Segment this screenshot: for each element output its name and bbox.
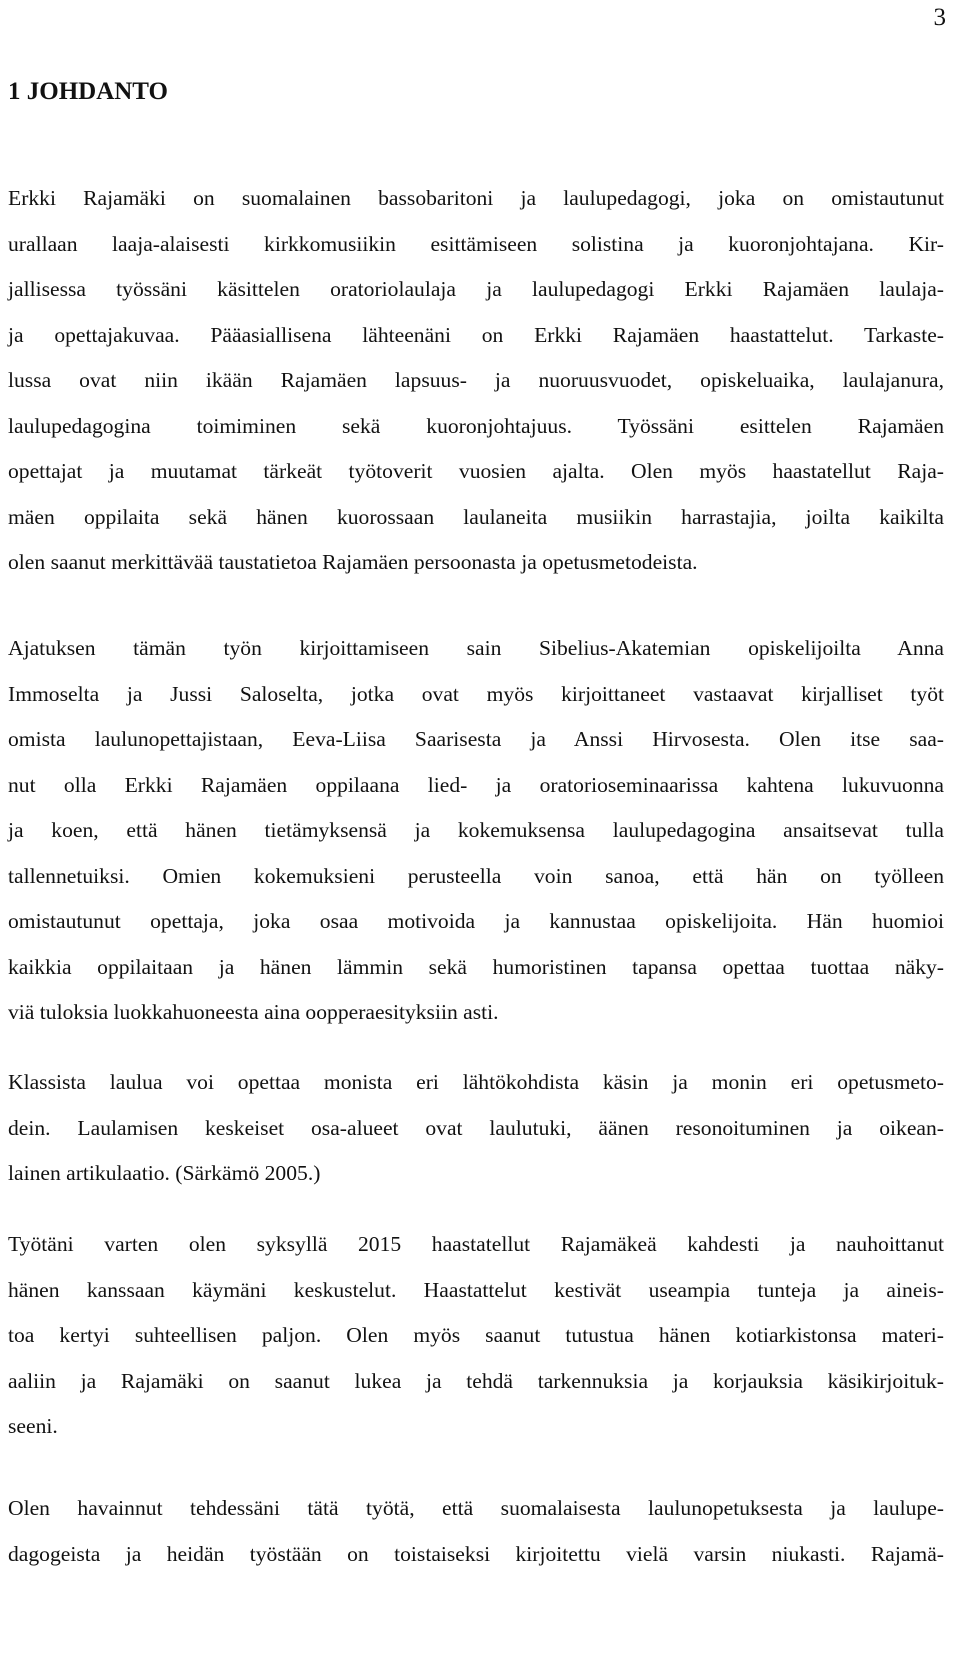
text-line: lainen artikulaatio. (Särkämö 2005.): [8, 1161, 321, 1185]
text-line: dein. Laulamisen keskeiset osa-alueet ovat laulutuki, äänen resonoituminen ja oikean-: [8, 1115, 944, 1140]
paragraph-3: [8, 1060, 944, 1197]
text-line: toa kertyi suhteellisen paljon. Olen myös saanut tutustua hänen kotiarkistonsa materi-: [8, 1323, 944, 1347]
paragraph-5: [8, 1486, 944, 1577]
text-line: omista laulunopettajistaan, Eeva-Liisa Saarisesta ja Anssi Hirvosesta. Olen itse saa-: [8, 727, 944, 751]
text-line: Erkki Rajamäki on suomalainen bassobaritoni ja laulupedagogi, joka on omistautunut: [8, 186, 944, 210]
text-line: mäen oppilaita sekä hänen kuorossaan laulaneita musiikin harrastajia, joilta kaikilta: [8, 504, 944, 529]
section-heading: 1 JOHDANTO: [8, 78, 168, 105]
text-line: Työtäni varten olen syksyllä 2015 haastatellut Rajamäkeä kahdesti ja nauhoittanut: [8, 1232, 944, 1256]
text-line: hänen kanssaan käymäni keskustelut. Haastattelut kestivät useampia tunteja ja aineis-: [8, 1277, 944, 1302]
page-number: 3: [933, 4, 946, 31]
text-line: Klassista laulua voi opettaa monista eri lähtökohdista käsin ja monin eri opetusmeto-: [8, 1070, 944, 1094]
text-line: omistautunut opettaja, joka osaa motivoida ja kannustaa opiskelijoita. Hän huomioi: [8, 909, 944, 933]
text-line: ja koen, että hänen tietämyksensä ja kokemuksensa laulupedagogina ansaitsevat tulla: [8, 818, 944, 842]
text-line: jallisessa työssäni käsittelen oratoriolaulaja ja laulupedagogi Erkki Rajamäen laulaja-: [8, 277, 944, 301]
text-line: Olen havainnut tehdessäni tätä työtä, että suomalaisesta laulunopetuksesta ja laulupe-: [8, 1496, 944, 1520]
text-line: kaikkia oppilaitaan ja hänen lämmin sekä humoristinen tapansa opettaa tuottaa näky-: [8, 954, 944, 979]
text-line: aaliin ja Rajamäki on saanut lukea ja tehdä tarkennuksia ja korjauksia käsikirjoituk-: [8, 1368, 944, 1393]
paragraph-2: [8, 626, 944, 1036]
text-line: viä tuloksia luokkahuoneesta aina oopperaesityksiin asti.: [8, 1000, 499, 1024]
text-line: nut olla Erkki Rajamäen oppilaana lied- ja oratorioseminaarissa kahtena lukuvuonna: [8, 772, 944, 797]
text-line: urallaan laaja-alaisesti kirkkomusiikin esittämiseen solistina ja kuoronjohtajana. Kir-: [8, 231, 944, 256]
text-line: laulupedagogina toimiminen sekä kuoronjohtajuus. Työssäni esittelen Rajamäen: [8, 413, 944, 438]
text-line: ja opettajakuvaa. Pääasiallisena lähteenäni on Erkki Rajamäen haastattelut. Tarkaste-: [8, 322, 944, 347]
text-line: lussa ovat niin ikään Rajamäen lapsuus- ja nuoruusvuodet, opiskeluaika, laulajanura,: [8, 368, 944, 392]
text-line: opettajat ja muutamat tärkeät työtoverit vuosien ajalta. Olen myös haastatellut Raja-: [8, 459, 944, 483]
text-line: Immoselta ja Jussi Saloselta, jotka ovat myös kirjoittaneet vastaavat kirjalliset työt: [8, 681, 944, 706]
paragraph-1: [8, 176, 944, 586]
text-line: olen saanut merkittävää taustatietoa Rajamäen persoonasta ja opetusmetodeista.: [8, 550, 698, 574]
text-line: tallennetuiksi. Omien kokemuksieni perusteella voin sanoa, että hän on työlleen: [8, 863, 944, 888]
paragraph-4: [8, 1222, 944, 1450]
text-line: Ajatuksen tämän työn kirjoittamiseen sain Sibelius-Akatemian opiskelijoilta Anna: [8, 636, 944, 660]
text-line: seeni.: [8, 1414, 58, 1438]
text-line: dagogeista ja heidän työstään on toistaiseksi kirjoitettu vielä varsin niukasti. Rajamä-: [8, 1541, 944, 1566]
